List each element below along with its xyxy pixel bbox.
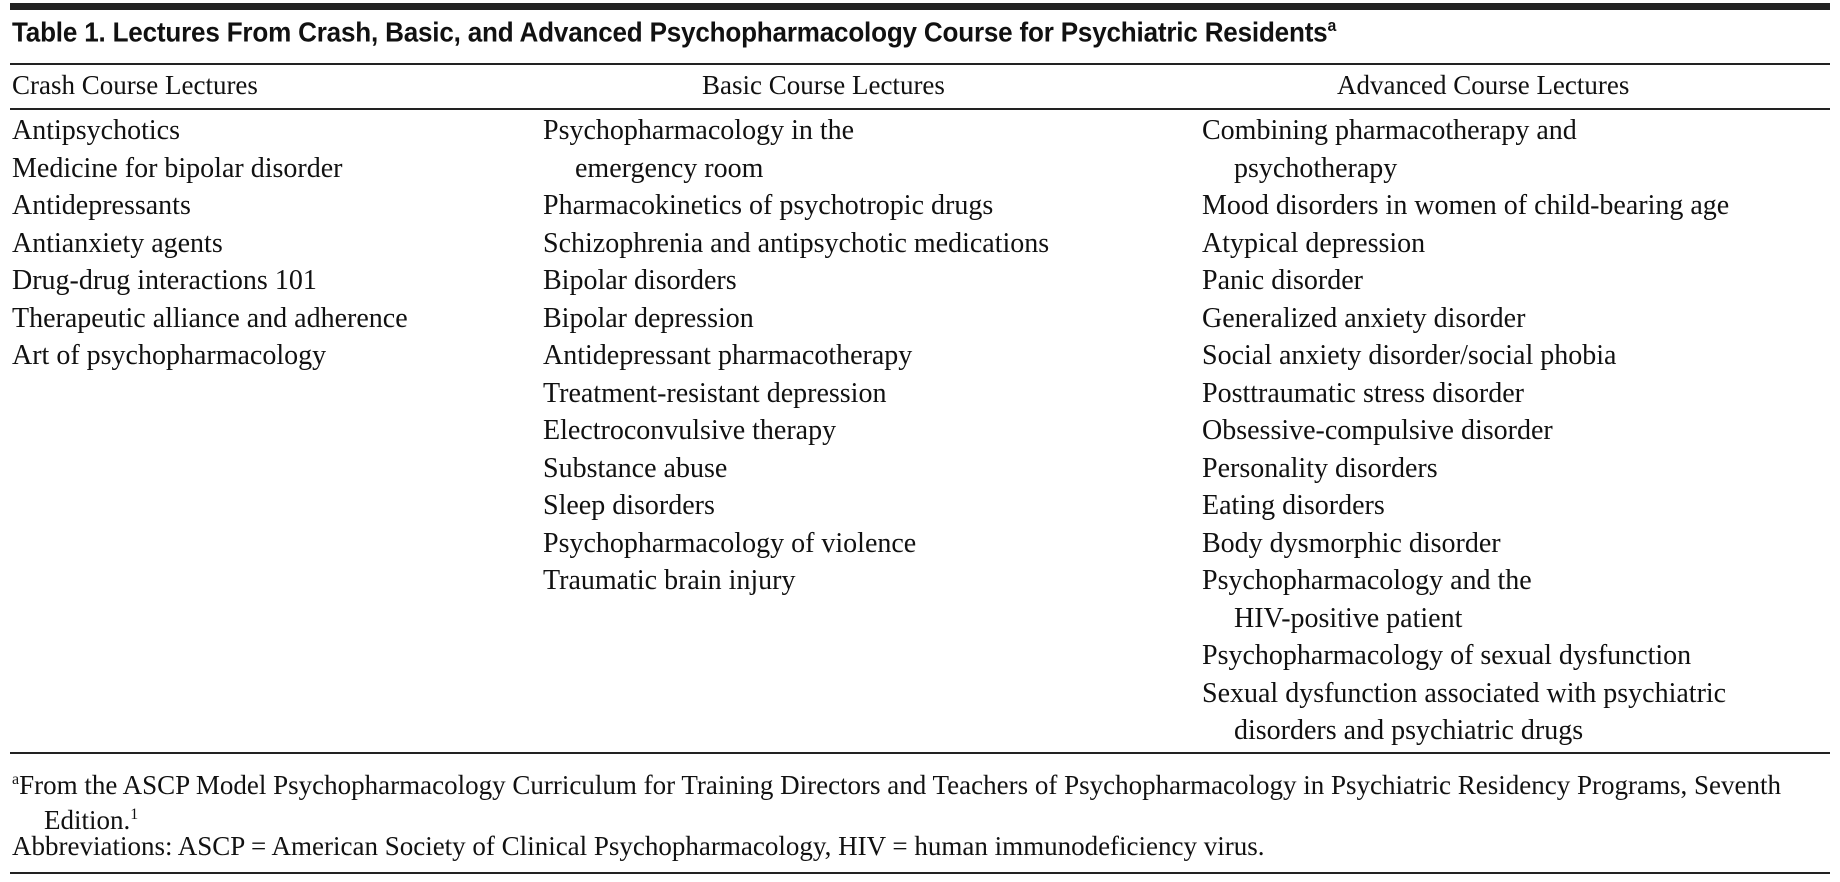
footnote-a	[12, 765, 1840, 835]
top-thick-rule	[10, 3, 1830, 10]
table-title	[12, 16, 1336, 48]
lecture-item: Drug-drug interactions 101	[12, 265, 317, 296]
lecture-item: Generalized anxiety disorder	[1202, 302, 1526, 334]
lecture-item: Schizophrenia and antipsychotic medications	[543, 227, 1050, 259]
lecture-item: Electroconvulsive therapy	[543, 415, 837, 446]
lecture-item: Mood disorders in women of child-bearing age	[1202, 190, 1730, 221]
header-rule	[10, 108, 1830, 110]
lecture-item: Treatment-resistant depression	[543, 377, 887, 409]
column-basic	[543, 112, 1183, 600]
lecture-item: Antipsychotics	[12, 115, 180, 146]
lecture-item: Medicine for bipolar disorder	[12, 152, 343, 184]
header-basic: Basic Course Lectures	[702, 70, 945, 100]
bottom-rule	[10, 872, 1830, 874]
footnote-a-mark: a	[12, 771, 20, 788]
lecture-item: Art of psychopharmacology	[12, 340, 327, 371]
lecture-item: Antidepressants	[12, 190, 191, 221]
lecture-item: Atypical depression	[1202, 227, 1426, 259]
lecture-item: Personality disorders	[1202, 452, 1438, 484]
lecture-item: Substance abuse	[543, 452, 728, 484]
lecture-item: Body dysmorphic disorder	[1202, 527, 1501, 559]
lecture-item: Antianxiety agents	[12, 227, 223, 259]
lecture-item: Sleep disorders	[543, 490, 715, 521]
lecture-item: Obsessive-compulsive disorder	[1202, 415, 1553, 446]
lecture-item: Bipolar depression	[543, 302, 754, 334]
lecture-item: Antidepressant pharmacotherapy	[543, 340, 913, 371]
header-advanced: Advanced Course Lectures	[1337, 70, 1630, 100]
column-advanced	[1202, 112, 1840, 750]
lecture-item: Pharmacokinetics of psychotropic drugs	[543, 190, 994, 221]
lecture-item: Panic disorder	[1202, 265, 1363, 296]
lecture-item: Psychopharmacology of sexual dysfunction	[1202, 640, 1692, 671]
lecture-item: Traumatic brain injury	[543, 565, 796, 596]
lecture-item: Psychopharmacology in the emergency room	[543, 115, 855, 184]
footnote-mark: a	[1327, 16, 1337, 35]
lecture-item: Combining pharmacotherapy and psychotherapy	[1202, 115, 1577, 184]
header-crash: Crash Course Lectures	[12, 70, 258, 100]
lecture-item: Psychopharmacology and the HIV-positive patient	[1202, 565, 1532, 634]
lecture-item: Posttraumatic stress disorder	[1202, 377, 1524, 409]
lecture-item: Bipolar disorders	[543, 265, 737, 296]
lecture-item: Therapeutic alliance and adherence	[12, 302, 408, 334]
column-crash	[12, 112, 532, 375]
footnote-abbreviations: Abbreviations: ASCP = American Society of Clinical Psychopharmacology, HIV = human immunodeficiency virus.	[12, 831, 1265, 861]
lecture-item: Sexual dysfunction associated with psychiatric disorders and psychiatric drugs	[1202, 677, 1727, 746]
footnote-a-text: From the ASCP Model Psychopharmacology Curriculum for Training Directors and Teachers of Psychopharmacology in Psychiatric Residency Programs, Seventh Edition.	[19, 770, 1781, 835]
body-rule	[10, 752, 1830, 754]
lecture-item: Eating disorders	[1202, 490, 1385, 521]
footnote-a-ref: 1	[130, 806, 139, 823]
table-title-text: Table 1. Lectures From Crash, Basic, and Advanced Psychopharmacology Course for Psychiatric Residents	[12, 16, 1328, 48]
title-rule	[10, 63, 1830, 65]
lecture-item: Social anxiety disorder/social phobia	[1202, 340, 1617, 371]
lecture-item: Psychopharmacology of violence	[543, 527, 917, 559]
